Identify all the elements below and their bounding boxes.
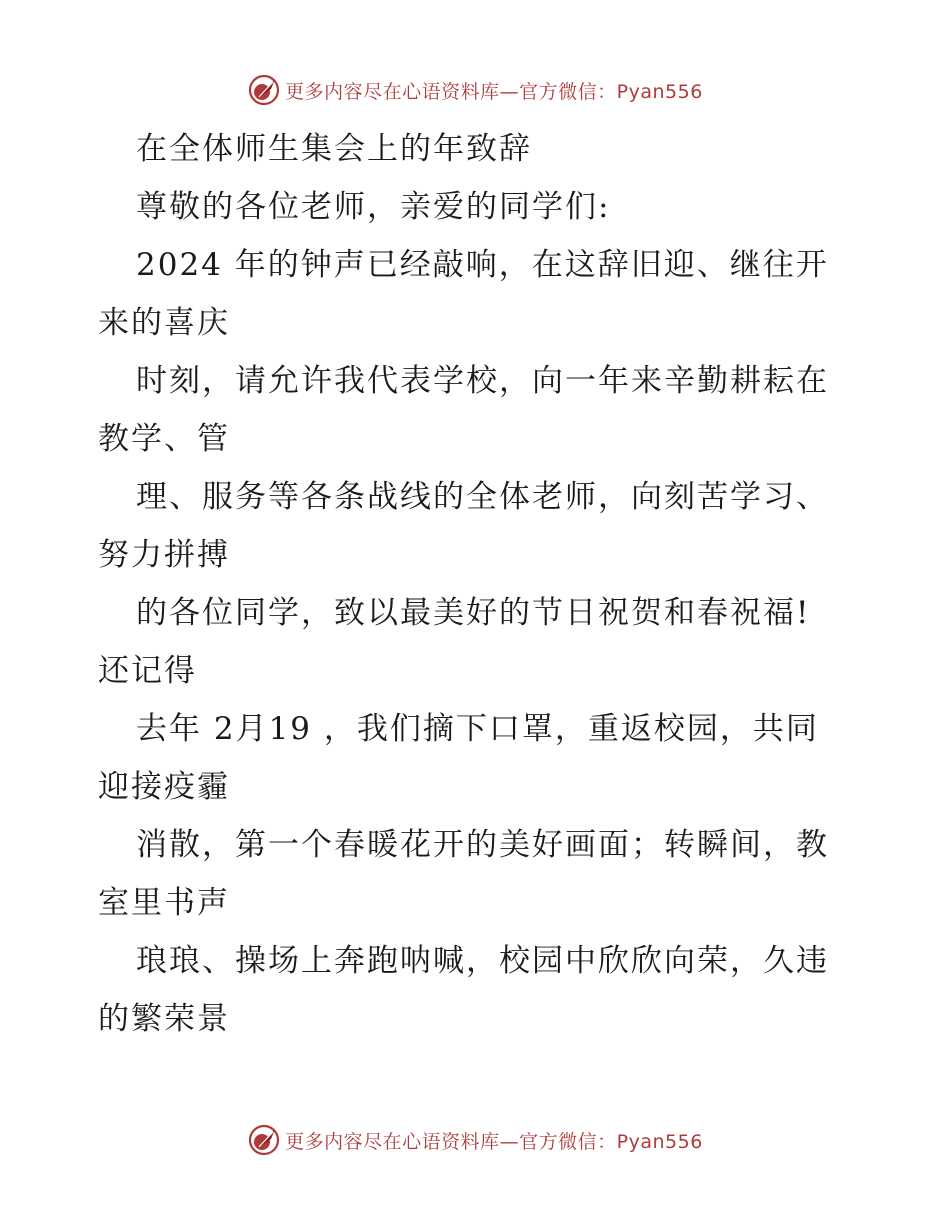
paragraph-line: 2024 年的钟声已经敲响，在这辞旧迎、继往开 xyxy=(136,247,829,283)
paragraph-line: 的各位同学，致以最美好的节日祝贺和春祝福! xyxy=(136,595,811,631)
paragraph-line: 理、服务等各条战线的全体老师，向刻苦学习、 xyxy=(136,479,829,515)
quill-pen-icon xyxy=(247,73,281,107)
footer-watermark-banner xyxy=(0,1120,950,1160)
paragraph-line: 来的喜庆 xyxy=(98,305,230,341)
paragraph-line: 还记得 xyxy=(98,653,197,689)
document-title: 在全体师生集会上的年致辞 xyxy=(136,131,532,167)
watermark-text: 更多内容尽在心语资料库—官方微信：Pyan556 xyxy=(285,1130,703,1153)
paragraph-line: 琅琅、操场上奔跑呐喊，校园中欣欣向荣，久违 xyxy=(136,943,829,979)
paragraph-line: 迎接疫霾 xyxy=(98,769,230,805)
paragraph-line: 教学、管 xyxy=(98,421,230,457)
paragraph-line: 去年 2月19 ，我们摘下口罩，重返校园，共同 xyxy=(136,711,819,747)
document-body xyxy=(98,120,858,1048)
header-watermark-banner xyxy=(0,70,950,110)
paragraph-line: 消散，第一个春暖花开的美好画面；转瞬间，教 xyxy=(136,827,829,863)
salutation: 尊敬的各位老师，亲爱的同学们: xyxy=(136,189,611,225)
paragraph-line: 的繁荣景 xyxy=(98,1001,230,1037)
paragraph-line: 努力拼搏 xyxy=(98,537,230,573)
paragraph-line: 时刻，请允许我代表学校，向一年来辛勤耕耘在 xyxy=(136,363,829,399)
paragraph-line: 室里书声 xyxy=(98,885,230,921)
quill-pen-icon xyxy=(247,1123,281,1157)
watermark-text: 更多内容尽在心语资料库—官方微信：Pyan556 xyxy=(285,80,703,103)
